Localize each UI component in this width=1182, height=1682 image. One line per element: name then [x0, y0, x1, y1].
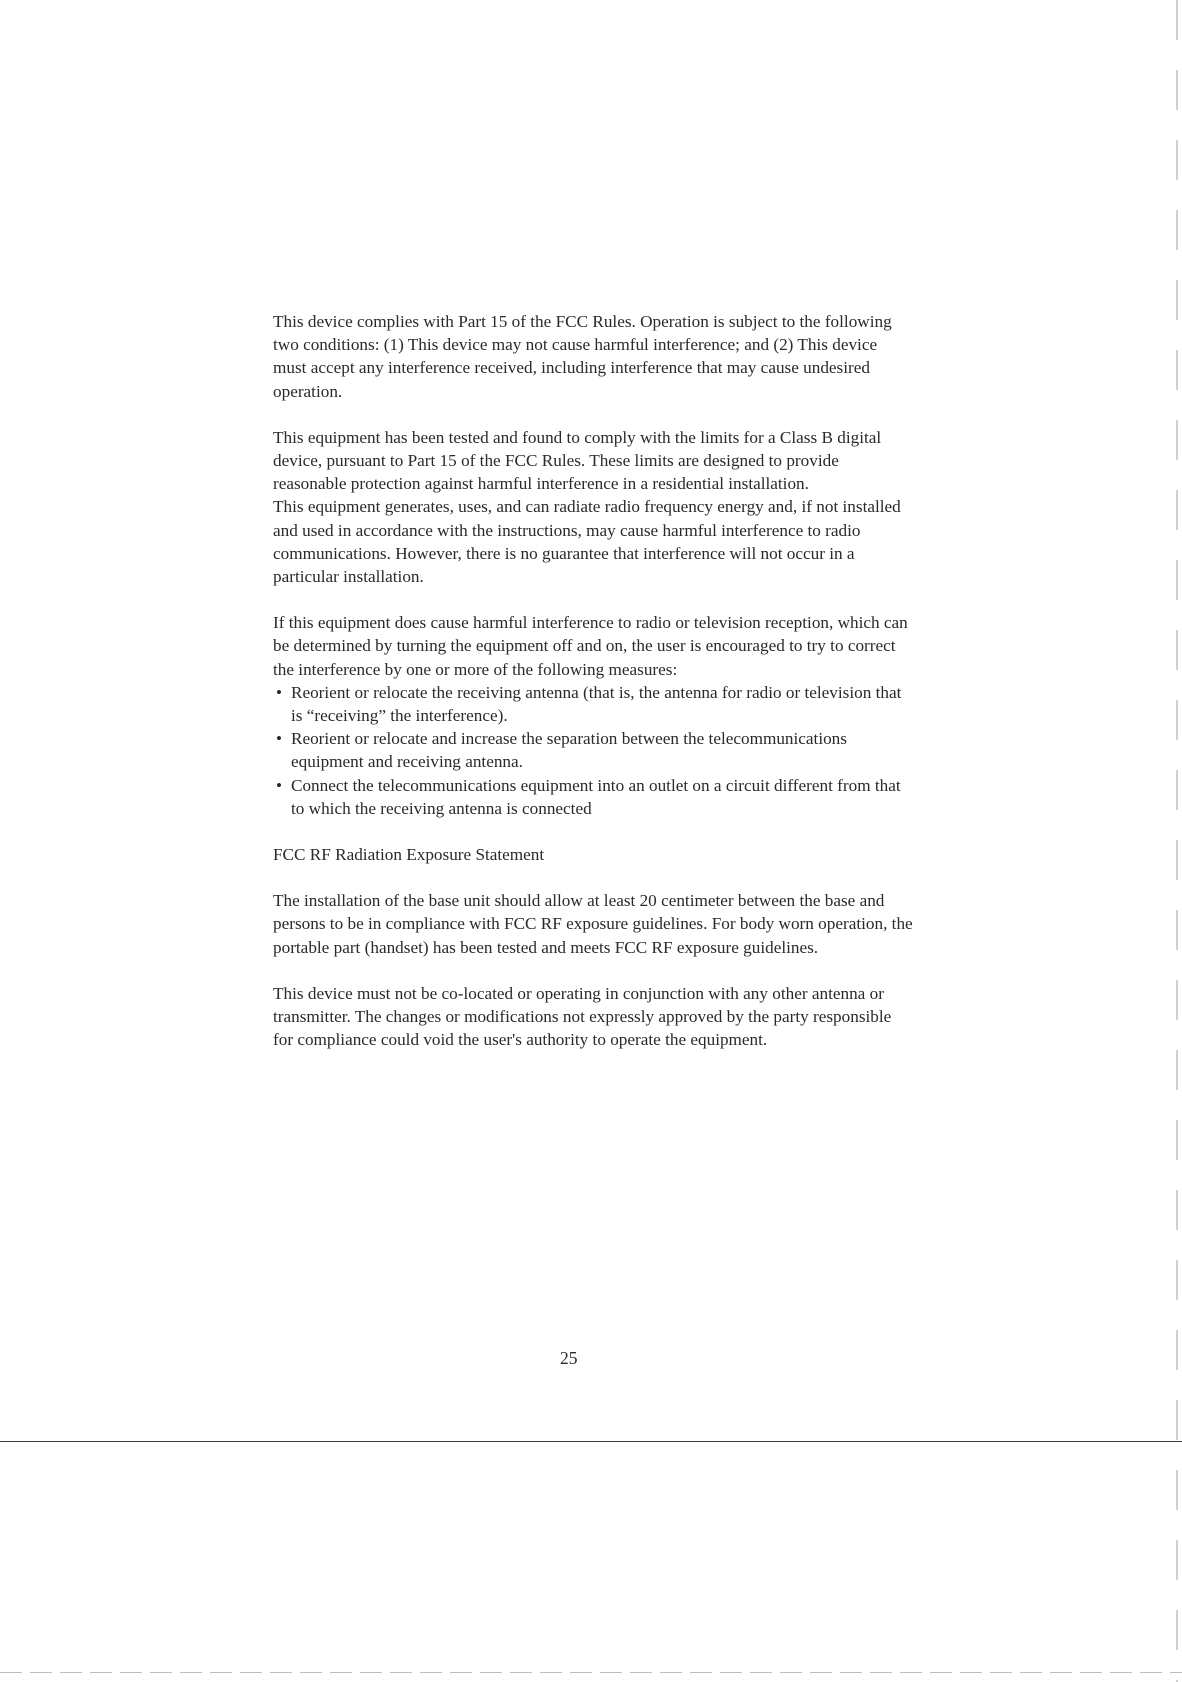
list-item: • Connect the telecommunications equipment into an outlet on a circuit different from that to which the receiving antenna is connected [273, 774, 913, 820]
rf-energy-paragraph: This equipment generates, uses, and can radiate radio frequency energy and, if not installed and used in accordance with the instructions, may cause harmful interference to radio communications. However, there is no guarantee that interference will not occur in a particular installation. [273, 497, 901, 587]
page-number: 25 [560, 1348, 578, 1368]
paragraph-spacer [273, 588, 913, 611]
class-b-paragraph: This equipment has been tested and found to comply with the limits for a Class B digital device, pursuant to Part 15 of the FCC Rules. These limits are designed to provide reasonable protection against harmful interference in a residential installation. [273, 427, 882, 494]
section-heading: FCC RF Radiation Exposure Statement [273, 845, 545, 865]
list-item: • Reorient or relocate the receiving antenna (that is, the antenna for radio or television that is “receiving” the interference). [273, 681, 913, 727]
list-item: • Reorient or relocate and increase the separation between the telecommunications equipment and receiving antenna. [273, 727, 913, 773]
measures-list [273, 681, 913, 820]
paragraph-spacer [273, 866, 913, 889]
paragraph-spacer [273, 403, 913, 426]
rf-installation-paragraph: The installation of the base unit should allow at least 20 centimeter between the base and persons to be in compliance with FCC RF exposure guidelines. For body worn operation, the portable part (handset) has been tested and meets FCC RF exposure guidelines. [273, 891, 913, 957]
paragraph-spacer [273, 959, 913, 982]
co-location-paragraph: This device must not be co-located or operating in conjunction with any other antenna or transmitter. The changes or modifications not expressly approved by the party responsible for compliance could void the user's authority to operate the equipment. [273, 983, 892, 1050]
page-divider [0, 1441, 1182, 1442]
fcc-part15-paragraph: This device complies with Part 15 of the FCC Rules. Operation is subject to the following two conditions: (1) This device may not cause harmful interference; and (2) This device must accept any interference received, including interference that may cause undesired operation. [273, 312, 892, 401]
interference-measures-paragraph: If this equipment does cause harmful interference to radio or television reception, which can be determined by turning the equipment off and on, the user is encouraged to try to correct the interference by one or more of the following measures: [273, 613, 908, 679]
scan-edge-line [1176, 0, 1178, 1682]
scan-bottom-line [0, 1672, 1182, 1673]
document-body [273, 310, 913, 1051]
paragraph-spacer [273, 820, 913, 843]
